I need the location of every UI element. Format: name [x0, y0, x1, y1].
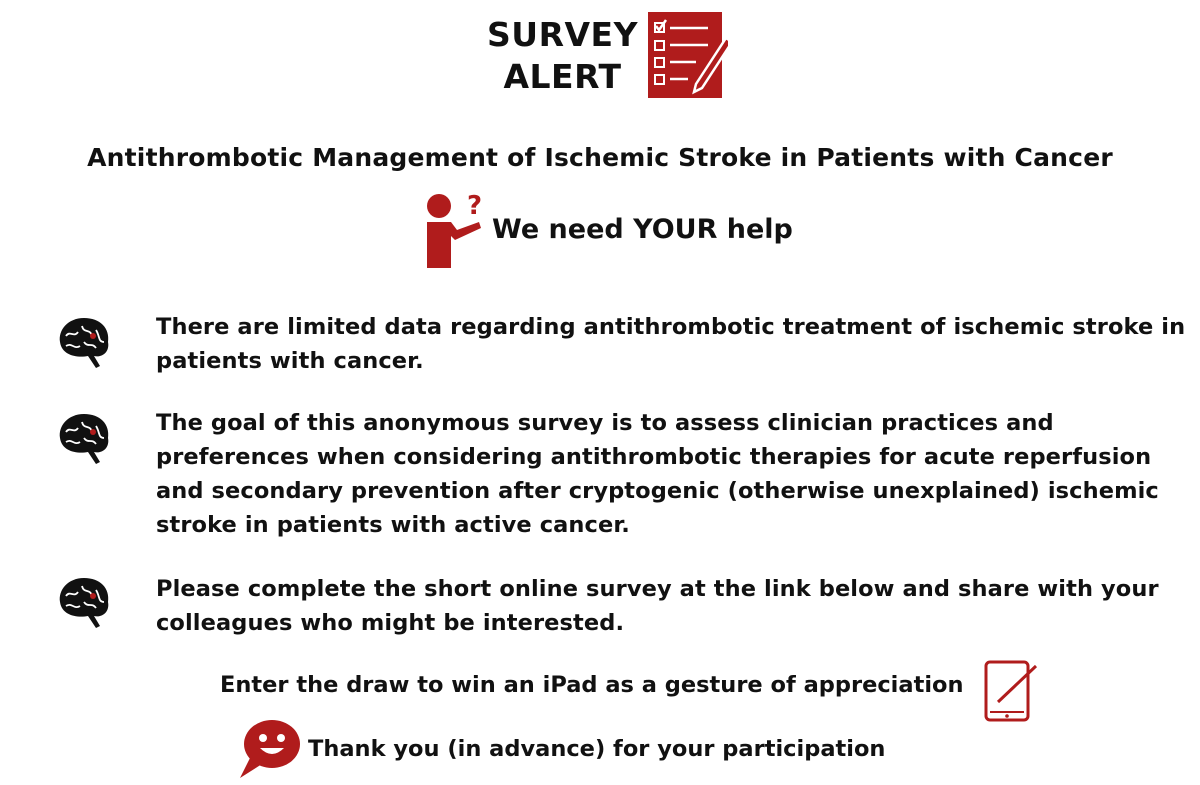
help-text: We need YOUR help [492, 214, 793, 245]
bullet-text-2: The goal of this anonymous survey is to assess clinician practices and preferences when considering antithrombotic therapies for acute reperfusion and secondary prevention after cryptogenic (otherwise unexplained) ischemic stroke in patients with active cancer. [156, 410, 1159, 538]
heading-line-1: SURVEY [487, 15, 638, 54]
person-question-icon [421, 192, 485, 270]
smiley-chat-icon [234, 718, 302, 780]
page-title: Antithrombotic Management of Ischemic Stroke in Patients with Cancer [87, 143, 1113, 172]
survey-alert-heading [470, 14, 655, 98]
brain-icon [54, 572, 114, 632]
thanks-text: Thank you (in advance) for your participation [308, 736, 886, 762]
bullet-text-1: There are limited data regarding antithrombotic treatment of ischemic stroke in patients with cancer. [156, 314, 1186, 374]
svg-text:?: ? [467, 192, 483, 221]
brain-icon [54, 408, 114, 468]
bullet-text-3: Please complete the short online survey at the link below and share with your colleagues who might be interested. [156, 576, 1159, 636]
survey-checklist-icon [648, 12, 728, 100]
tablet-icon [984, 660, 1040, 722]
prize-text: Enter the draw to win an iPad as a gesture of appreciation [220, 672, 964, 698]
brain-icon [54, 312, 114, 372]
heading-line-2: ALERT [503, 57, 622, 96]
